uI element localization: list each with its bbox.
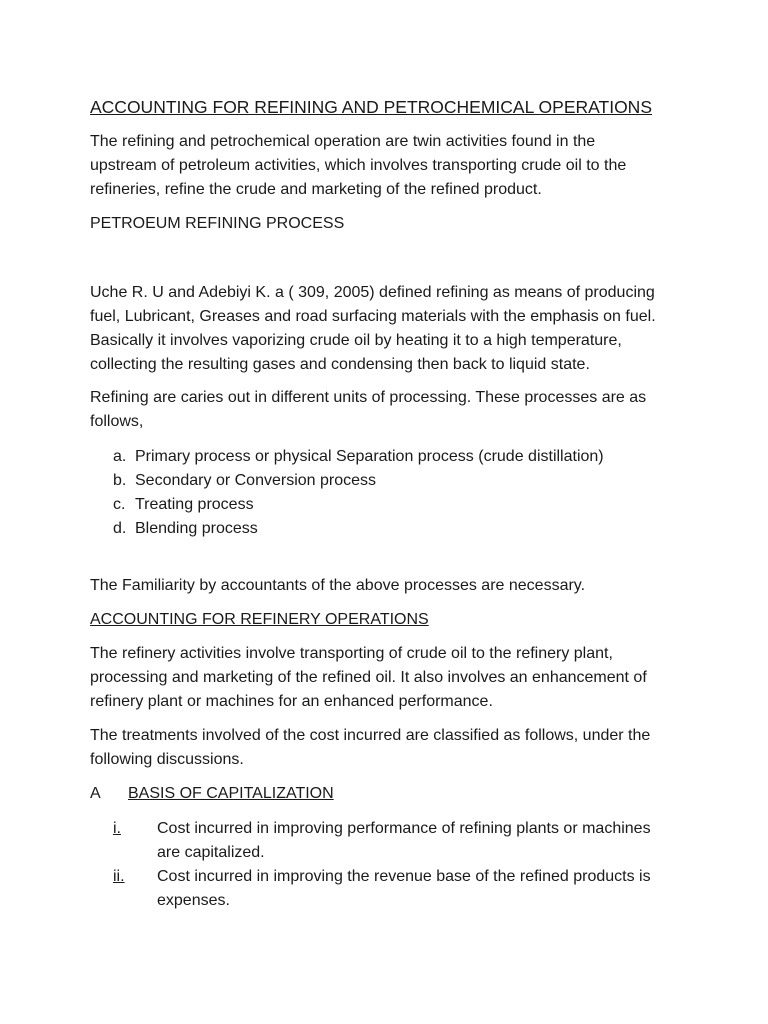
intro-paragraph — [90, 130, 626, 202]
list-marker: c. — [113, 496, 126, 513]
list-item-text: Secondary or Conversion process — [135, 472, 377, 489]
section-heading-refining-process: PETROEUM REFINING PROCESS — [90, 215, 345, 232]
section-heading-refinery-operations: ACCOUNTING FOR REFINERY OPERATIONS — [90, 611, 429, 628]
list-item — [113, 445, 604, 469]
list-item-text: Primary process or physical Separation process (crude distillation) — [135, 448, 604, 465]
text-line: following discussions. — [90, 751, 244, 768]
treatments-paragraph — [90, 724, 650, 772]
section-title-capitalization: BASIS OF CAPITALIZATION — [128, 785, 334, 802]
text-line: upstream of petroleum activities, which involves transporting crude oil to the — [90, 157, 627, 174]
refining-definition-paragraph — [90, 281, 656, 377]
list-item — [113, 517, 258, 541]
list-item-text: Treating process — [135, 496, 254, 513]
text-line: Cost incurred in improving the revenue base of the refined products is — [157, 868, 651, 885]
text-line: follows, — [90, 413, 144, 430]
list-item — [113, 469, 376, 493]
text-line: The refining and petrochemical operation are twin activities found in the — [90, 133, 596, 150]
sub-item-marker: i. — [113, 820, 121, 837]
text-line: Cost incurred in improving performance of refining plants or machines — [157, 820, 651, 837]
text-line: processing and marketing of the refined oil. It also involves an enhancement of — [90, 669, 647, 686]
sub-item-marker: ii. — [113, 868, 125, 885]
text-line: Uche R. U and Adebiyi K. a ( 309, 2005) defined refining as means of producing — [90, 284, 655, 301]
text-line: refinery plant or machines for an enhanced performance. — [90, 693, 493, 710]
text-line: Refining are caries out in different units of processing. These processes are as — [90, 389, 647, 406]
text-line: The treatments involved of the cost incurred are classified as follows, under the — [90, 727, 651, 744]
list-marker: b. — [113, 472, 127, 489]
text-line: expenses. — [157, 892, 230, 909]
document-title: ACCOUNTING FOR REFINING AND PETROCHEMICAL OPERATIONS — [90, 97, 652, 117]
list-item-text: Blending process — [135, 520, 258, 537]
refinery-activities-paragraph — [90, 642, 647, 714]
text-line: The refinery activities involve transporting of crude oil to the refinery plant, — [90, 645, 613, 662]
sub-item-text — [157, 817, 651, 865]
list-item — [113, 493, 254, 517]
text-line: collecting the resulting gases and condensing then back to liquid state. — [90, 356, 590, 373]
processing-units-paragraph — [90, 386, 646, 434]
list-marker: d. — [113, 520, 127, 537]
list-marker: a. — [113, 448, 127, 465]
text-line: Basically it involves vaporizing crude oil by heating it to a high temperature, — [90, 332, 622, 349]
familiarity-paragraph: The Familiarity by accountants of the above processes are necessary. — [90, 577, 586, 594]
section-letter: A — [90, 785, 101, 802]
text-line: are capitalized. — [157, 844, 265, 861]
text-line: refineries, refine the crude and marketing of the refined product. — [90, 181, 542, 198]
text-line: fuel, Lubricant, Greases and road surfacing materials with the emphasis on fuel. — [90, 308, 656, 325]
sub-item-text — [157, 865, 651, 913]
